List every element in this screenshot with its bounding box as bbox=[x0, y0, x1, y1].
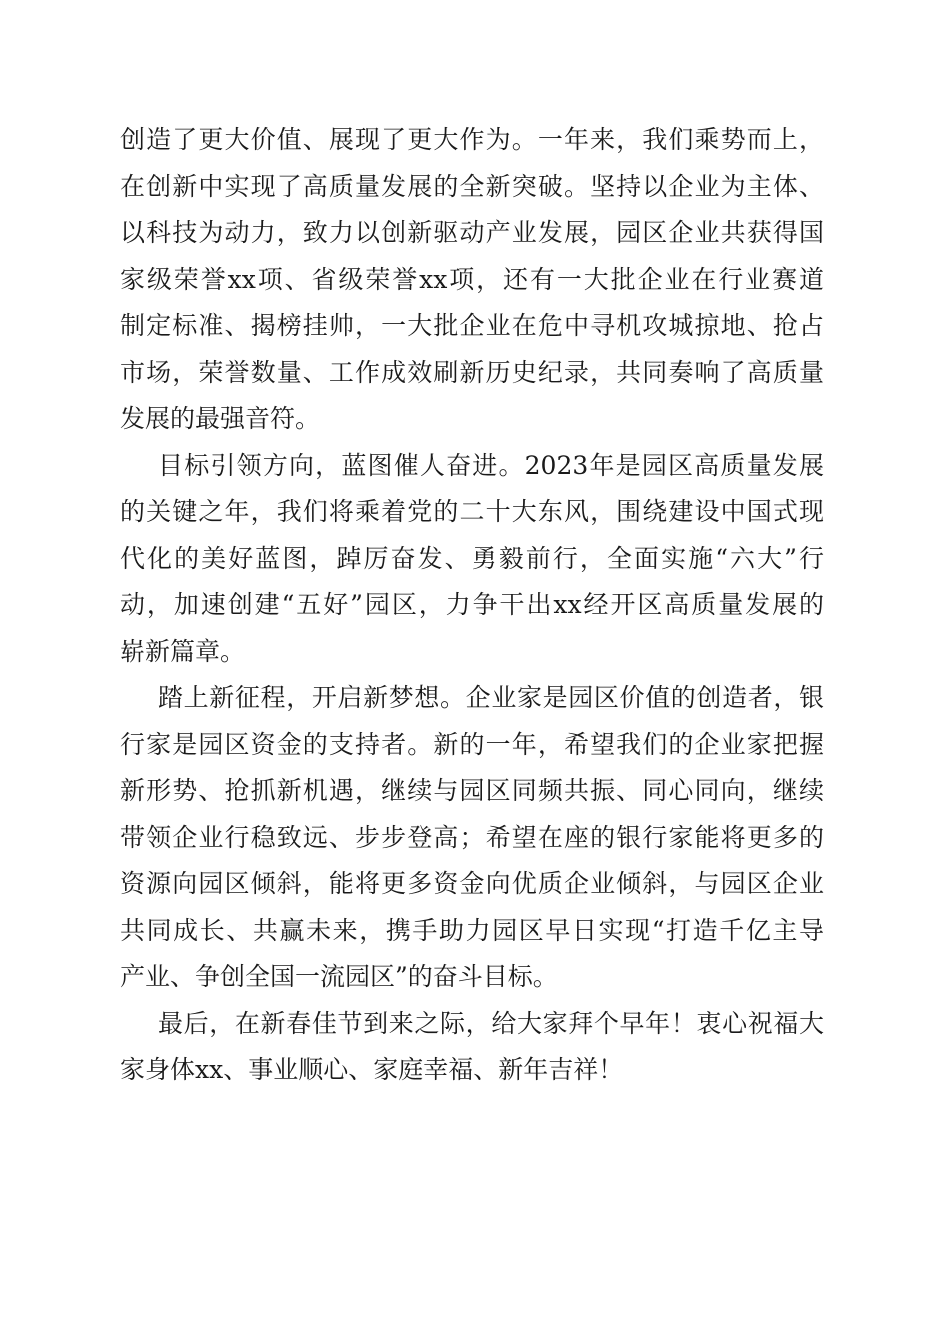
text-line: 行家是园区资金的支持者。新的一年，希望我们的企业家把握 bbox=[120, 729, 824, 759]
text-line: 市场，荣誉数量、工作成效刷新历史纪录，共同奏响了高质量 bbox=[120, 357, 824, 387]
text-line: 以科技为动力，致力以创新驱动产业发展，园区企业共获得国 bbox=[120, 218, 824, 247]
text-line: 踏上新征程，开启新梦想。企业家是园区价值的创造者，银 bbox=[158, 683, 824, 712]
paragraph-closing-wishes bbox=[120, 1001, 824, 1094]
text-line: 产业、争创全国一流园区”的奋斗目标。 bbox=[120, 962, 558, 991]
text-line: 目标引领方向，蓝图催人奋进。2023年是园区高质量发展 bbox=[158, 450, 824, 480]
text-line: 家级荣誉xx项、省级荣誉xx项，还有一大批企业在行业赛道 bbox=[120, 264, 824, 294]
text-line: 最后，在新春佳节到来之际，给大家拜个早年！衷心祝福大 bbox=[158, 1008, 824, 1038]
text-line: 崭新篇章。 bbox=[120, 636, 246, 666]
text-line: 新形势、抢抓新机遇，继续与园区同频共振、同心同向，继续 bbox=[120, 776, 824, 805]
text-line: 家身体xx、事业顺心、家庭幸福、新年吉祥！ bbox=[120, 1055, 624, 1084]
text-line: 发展的最强音符。 bbox=[120, 404, 321, 433]
text-line: 创造了更大价值、展现了更大作为。一年来，我们乘势而上， bbox=[120, 125, 824, 154]
text-line: 的关键之年，我们将乘着党的二十大东风，围绕建设中国式现 bbox=[120, 497, 824, 526]
text-line: 在创新中实现了高质量发展的全新突破。坚持以企业为主体、 bbox=[120, 171, 824, 201]
text-line: 资源向园区倾斜，能将更多资金向优质企业倾斜，与园区企业 bbox=[120, 869, 824, 898]
text-line: 动，加速创建“五好”园区，力争干出xx经开区高质量发展的 bbox=[120, 590, 824, 619]
text-line: 制定标准、揭榜挂帅，一大批企业在危中寻机攻城掠地、抢占 bbox=[120, 311, 824, 340]
text-line: 共同成长、共赢未来，携手助力园区早日实现“打造千亿主导 bbox=[120, 915, 824, 945]
paragraph-new-journey bbox=[120, 675, 824, 1001]
document-body bbox=[120, 117, 824, 1094]
text-line: 代化的美好蓝图，踔厉奋发、勇毅前行，全面实施“六大”行 bbox=[120, 543, 824, 573]
paragraph-goals bbox=[120, 443, 824, 676]
paragraph-achievements bbox=[120, 117, 824, 443]
text-line: 带领企业行稳致远、步步登高；希望在座的银行家能将更多的 bbox=[120, 822, 824, 852]
